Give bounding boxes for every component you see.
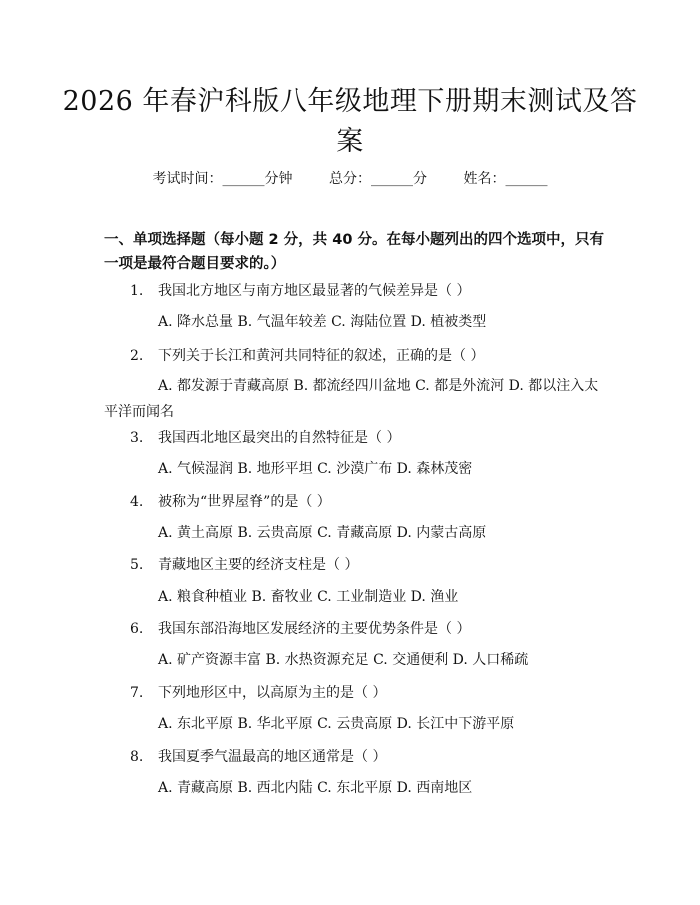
question-stem: 我国东部沿海地区发展经济的主要优势条件是（ ）: [158, 621, 471, 637]
question-1: [130, 281, 610, 301]
question-number: 8.: [130, 749, 144, 765]
question-4-options: A. 黄土高原 B. 云贵高原 C. 青藏高原 D. 内蒙古高原: [158, 525, 487, 541]
question-number: 7.: [130, 685, 144, 701]
exam-time-field: 考试时间：______分钟: [152, 171, 293, 187]
question-4: [130, 492, 610, 512]
document-title: 2026 年春沪科版八年级地理下册期末测试及答案: [62, 86, 638, 157]
question-5: [130, 555, 610, 575]
question-5-options: A. 粮食种植业 B. 畜牧业 C. 工业制造业 D. 渔业: [158, 589, 459, 605]
question-number: 3.: [130, 430, 144, 446]
question-number: 1.: [130, 283, 144, 299]
question-2: [130, 346, 610, 366]
question-6: [130, 619, 610, 639]
question-3: [130, 428, 610, 448]
question-7-options: A. 东北平原 B. 华北平原 C. 云贵高原 D. 长江中下游平原: [158, 716, 515, 732]
question-number: 6.: [130, 621, 144, 637]
question-1-options: A. 降水总量 B. 气温年较差 C. 海陆位置 D. 植被类型: [158, 314, 487, 330]
question-3-options: A. 气候湿润 B. 地形平坦 C. 沙漠广布 D. 森林茂密: [158, 461, 473, 477]
question-stem: 下列地形区中，以高原为主的是（ ）: [158, 685, 387, 701]
question-stem: 青藏地区主要的经济支柱是（ ）: [158, 557, 359, 573]
question-stem: 下列关于长江和黄河共同特征的叙述，正确的是（ ）: [158, 348, 485, 364]
question-number: 4.: [130, 494, 144, 510]
question-stem: 我国北方地区与南方地区最显著的气候差异是（ ）: [158, 283, 471, 299]
name-field: 姓名：______: [463, 171, 548, 187]
section-heading: 一、单项选择题（每小题 2 分，共 40 分。在每小题列出的四个选项中，只有一项是最符合题目要求的。）: [104, 232, 604, 272]
question-number: 5.: [130, 557, 144, 573]
question-8-options: A. 青藏高原 B. 西北内陆 C. 东北平原 D. 西南地区: [158, 780, 473, 796]
question-7: [130, 683, 610, 703]
question-stem: 我国夏季气温最高的地区通常是（ ）: [158, 749, 387, 765]
question-number: 2.: [130, 348, 144, 364]
question-2-options: A. 都发源于青藏高原 B. 都流经四川盆地 C. 都是外流河 D. 都以注入太平洋而闻名: [104, 378, 599, 420]
question-6-options: A. 矿产资源丰富 B. 水热资源充足 C. 交通便利 D. 人口稀疏: [158, 652, 529, 668]
question-stem: 被称为“世界屋脊”的是（ ）: [158, 494, 331, 510]
exam-info-line: [0, 168, 700, 188]
question-8: [130, 747, 610, 767]
total-score-field: 总分：______分: [329, 171, 427, 187]
question-stem: 我国西北地区最突出的自然特征是（ ）: [158, 430, 401, 446]
